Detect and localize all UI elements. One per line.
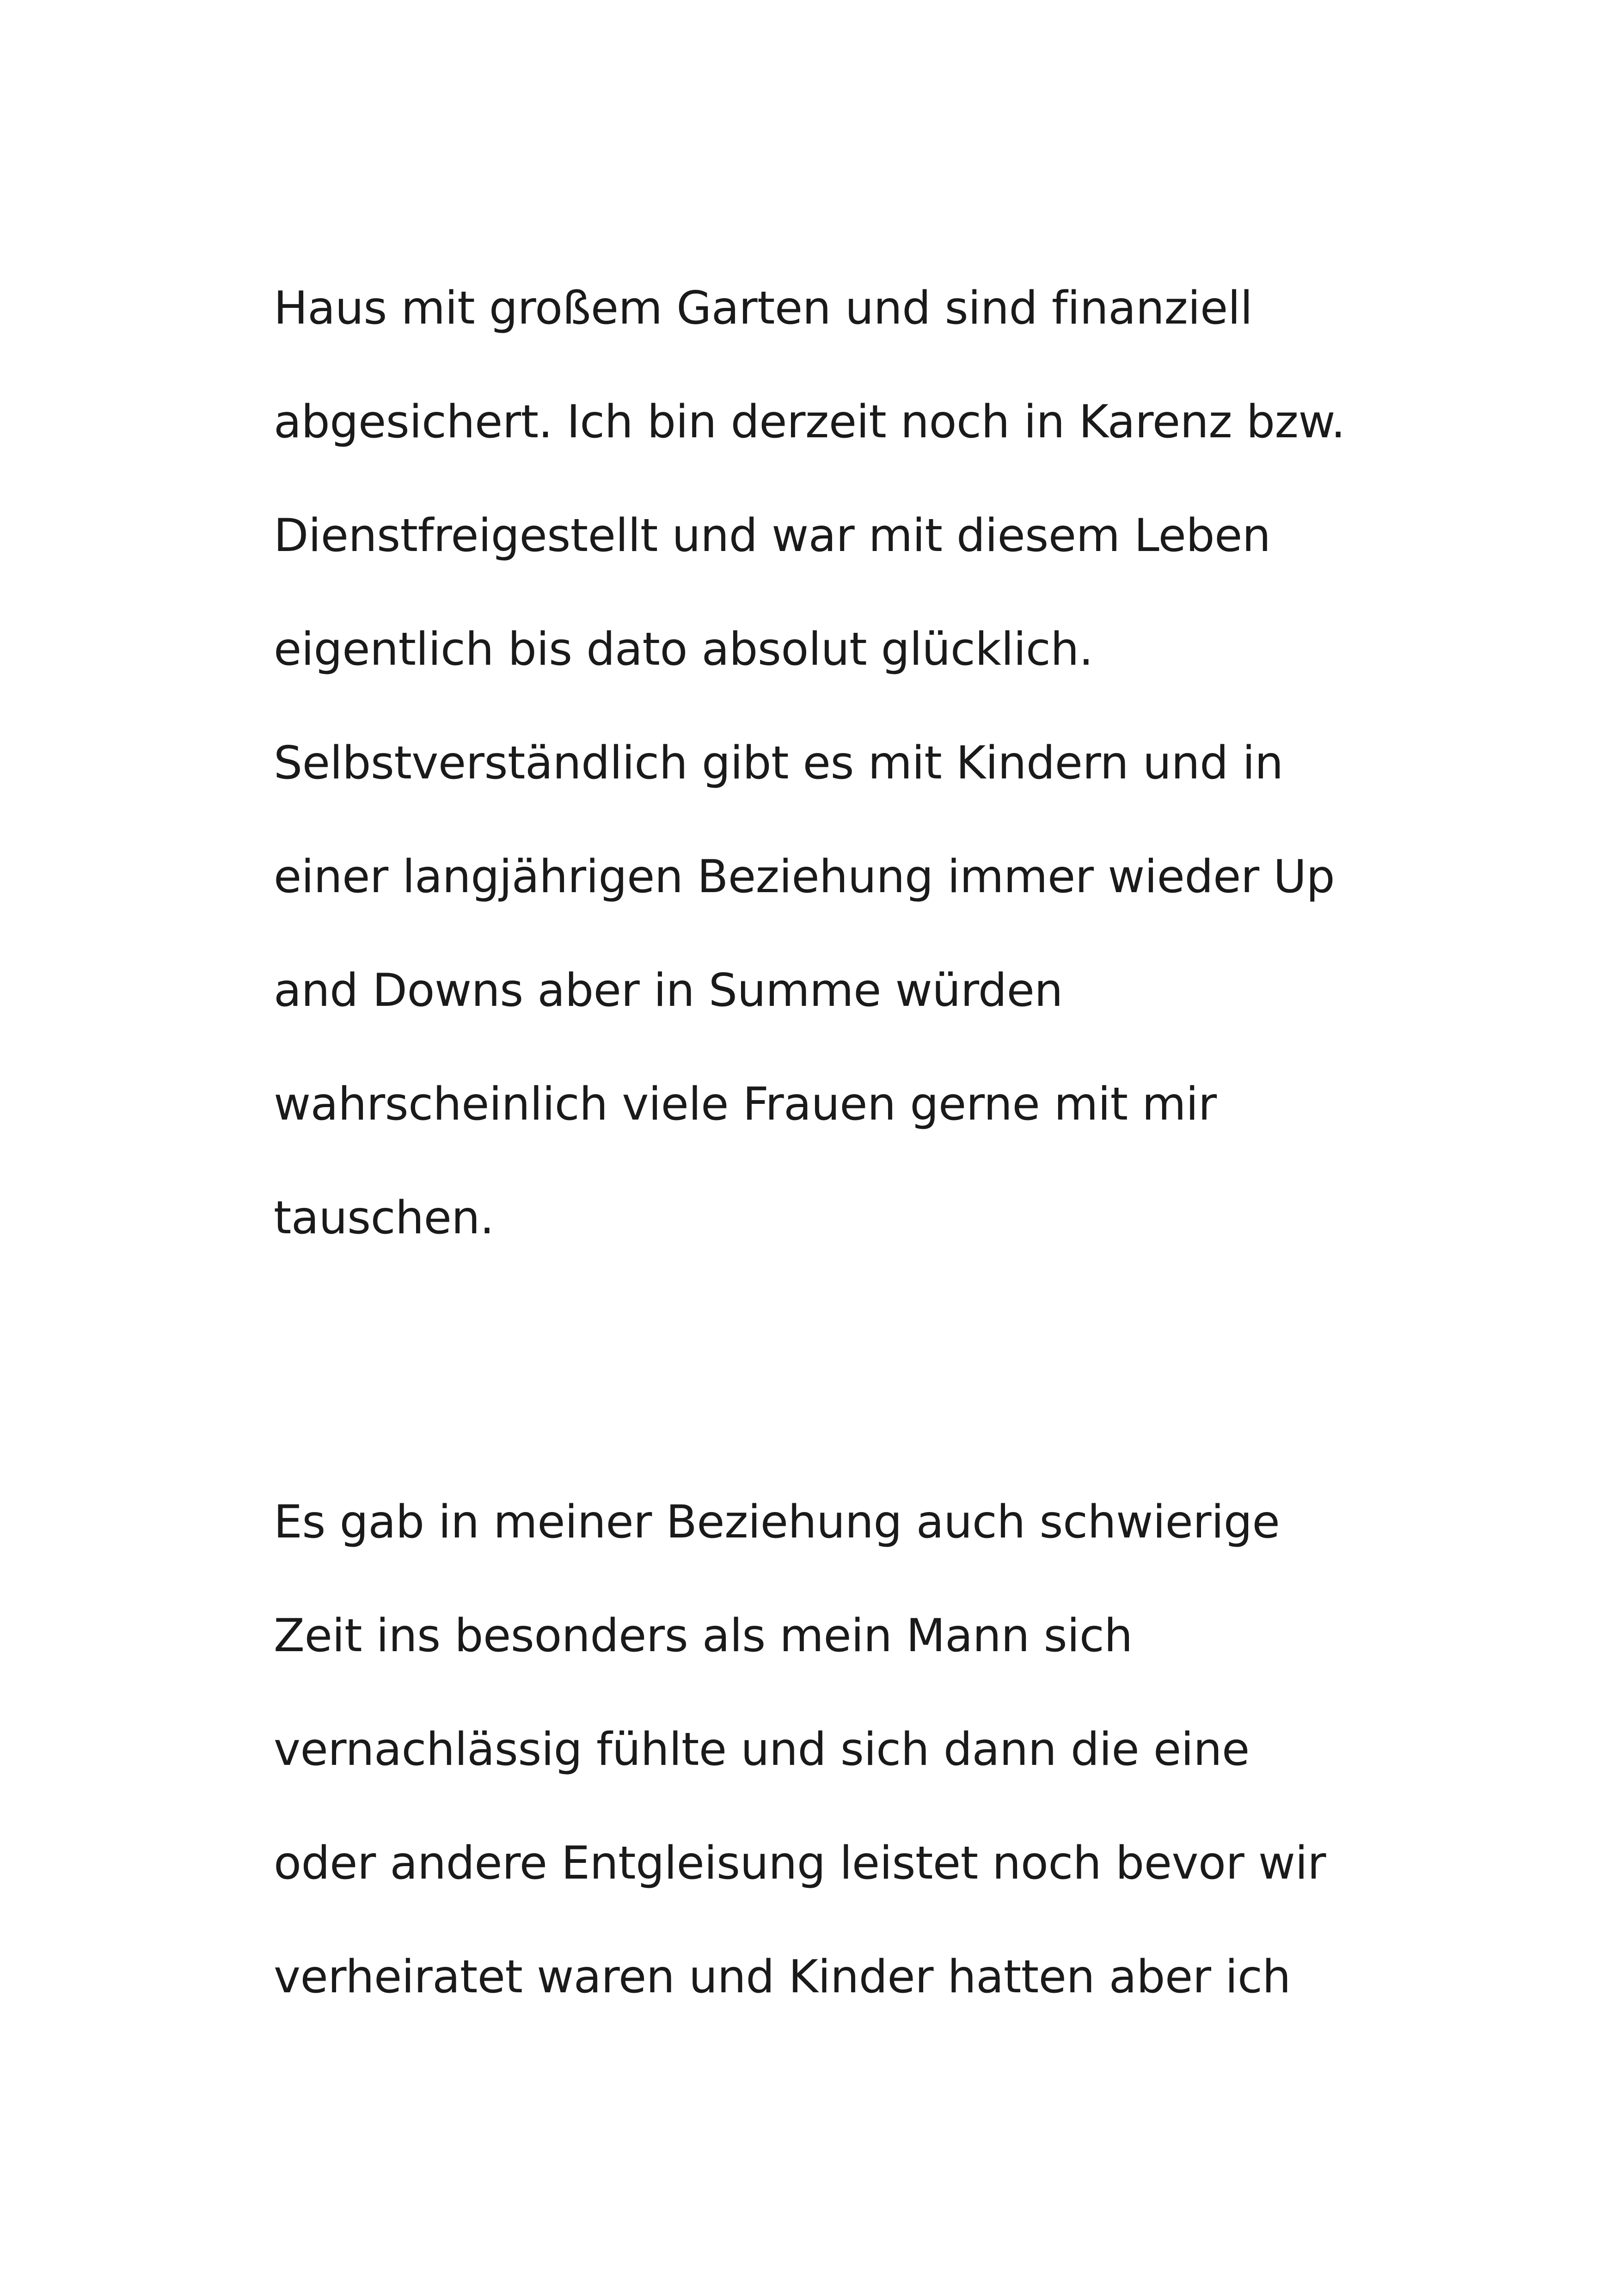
text-line: tauschen.	[274, 1192, 494, 1244]
text-line: eigentlich bis dato absolut glücklich.	[274, 623, 1093, 676]
text-line: Haus mit großem Garten und sind finanziell	[274, 282, 1253, 335]
text-line: wahrscheinlich viele Frauen gerne mit mir	[274, 1078, 1217, 1131]
text-line: Selbstverständlich gibt es mit Kindern und in	[274, 737, 1283, 790]
text-line: Es gab in meiner Beziehung auch schwierige	[274, 1496, 1280, 1549]
text-line: verheiratet waren und Kinder hatten aber ich	[274, 1951, 1291, 2003]
text-line: oder andere Entgleisung leistet noch bevor wir	[274, 1837, 1326, 1890]
text-line: and Downs aber in Summe würden	[274, 964, 1063, 1017]
text-line: Dienstfreigestellt und war mit diesem Leben	[274, 509, 1271, 562]
paragraph-2	[274, 1488, 1429, 2056]
text-line: Zeit ins besonders als mein Mann sich	[274, 1610, 1133, 1662]
text-line: vernachlässig fühlte und sich dann die eine	[274, 1723, 1250, 1776]
text-line: abgesichert. Ich bin derzeit noch in Karenz bzw.	[274, 396, 1345, 448]
paragraph-1	[274, 274, 1429, 1297]
text-line: einer langjährigen Beziehung immer wieder Up	[274, 851, 1335, 903]
